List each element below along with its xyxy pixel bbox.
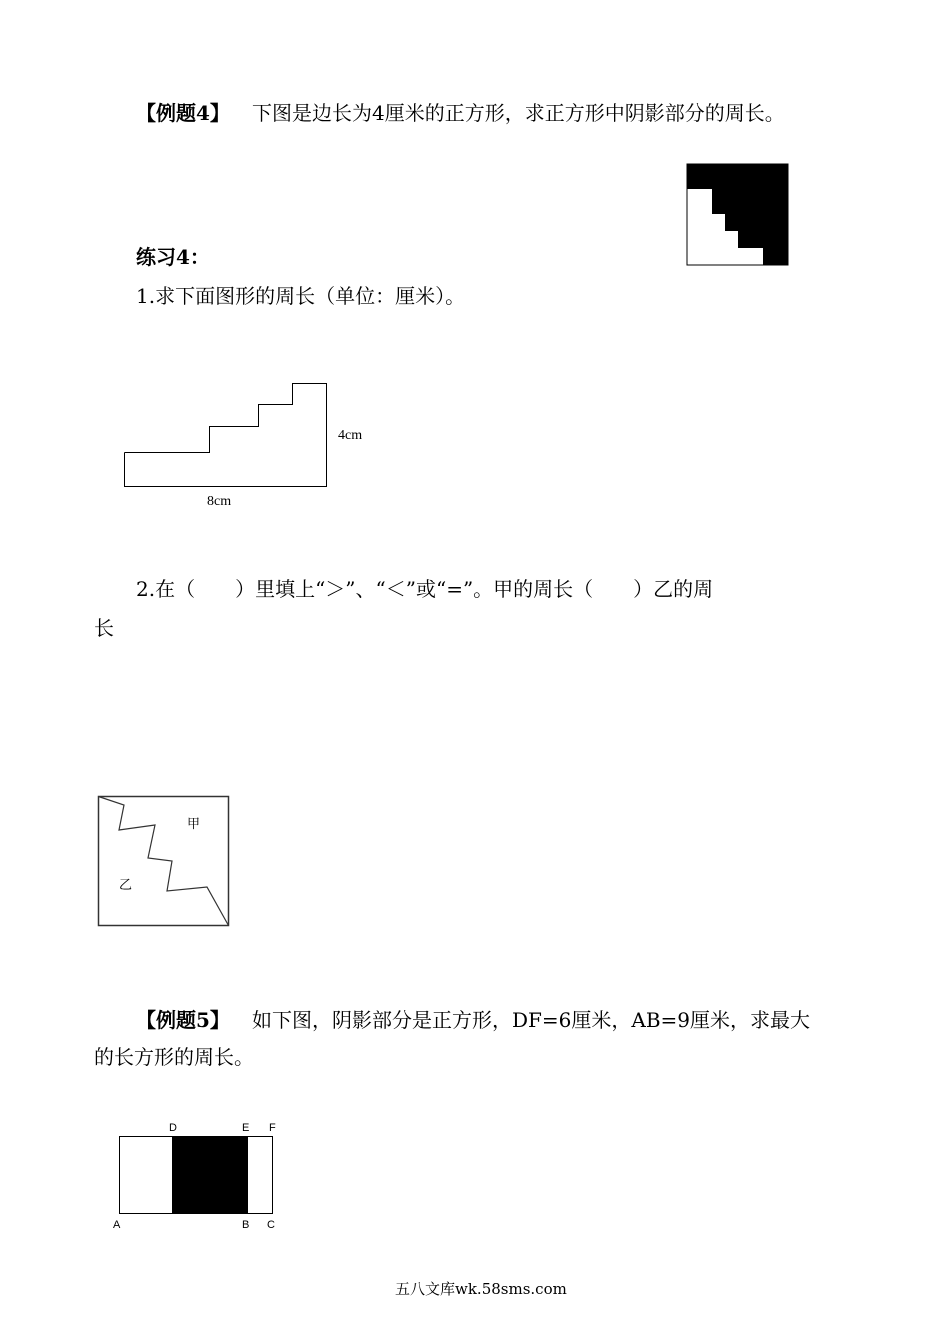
example4-staircase-square [686, 163, 790, 267]
practice4-q1: 1.求下面图形的周长（单位：厘米）。 [136, 284, 466, 308]
width-label: 8cm [207, 494, 232, 509]
example4-text: 下图是边长为4厘米的正方形，求正方形中阴影部分的周长。 [252, 101, 785, 125]
practice4-q2-line1: 2.在（ ）里填上“＞”、“＜”或“=”。甲的周长（ ）乙的周 [136, 577, 714, 601]
region-yi-label: 乙 [119, 877, 133, 892]
label-f: F [269, 1122, 276, 1134]
label-b: B [242, 1219, 250, 1231]
label-e: E [242, 1122, 250, 1134]
practice4-q2-line2: 长 [94, 616, 114, 640]
practice4-heading: 练习4： [136, 245, 210, 269]
shaded-square [172, 1137, 248, 1214]
rectangle-figure [119, 1136, 275, 1216]
stair-figure [124, 383, 329, 489]
example4-tag: 【例题4】 [136, 101, 230, 125]
label-d: D [169, 1122, 177, 1134]
label-a: A [113, 1219, 121, 1231]
example5-text-line1: 如下图，阴影部分是正方形，DF=6厘米，AB=9厘米，求最大 [252, 1008, 811, 1032]
region-jia-label: 甲 [187, 816, 201, 831]
jia-yi-square [97, 795, 231, 928]
footer-text: 五八文库wk.58sms.com [395, 1280, 567, 1298]
height-label: 4cm [338, 428, 363, 443]
example5-text-line2: 的长方形的周长。 [94, 1045, 254, 1069]
label-c: C [267, 1219, 275, 1231]
example5-tag: 【例题5】 [136, 1008, 230, 1032]
